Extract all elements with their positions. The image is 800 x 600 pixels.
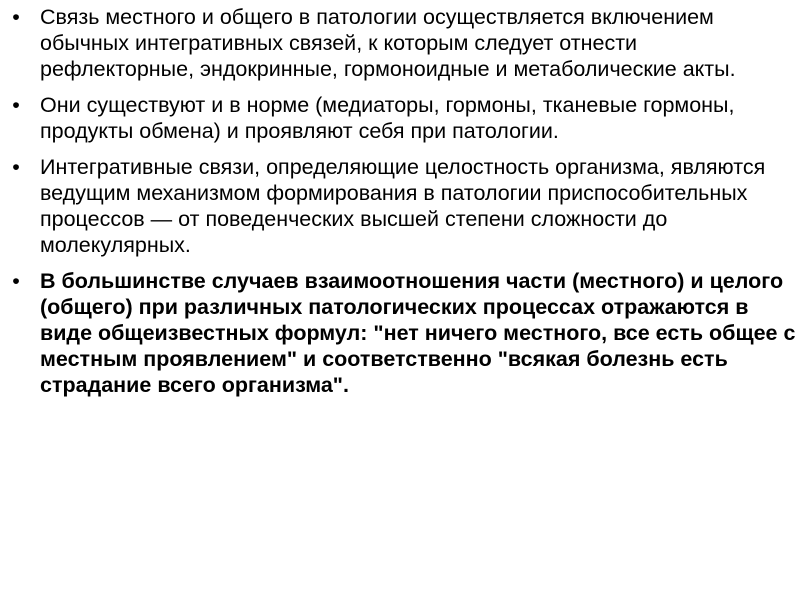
bullet-text: Они существуют и в норме (медиаторы, гормоны, тканевые гормоны, продукты обмена) и проявляют себя при патологии. bbox=[40, 93, 735, 143]
bullet-dot-icon: • bbox=[12, 155, 20, 179]
bullet-item-integrative-connections bbox=[6, 4, 796, 82]
bullet-dot-icon: • bbox=[12, 269, 20, 293]
bullet-text: Связь местного и общего в патологии осуществляется включением обычных интегративных связей, к которым следует отнести рефлекторные, эндокринные, гормоноидные и метаболические акты. bbox=[40, 5, 736, 81]
bullet-item-organism-integrity bbox=[6, 154, 796, 258]
bullet-text: Интегративные связи, определяющие целостность организма, являются ведущим механизмом формирования в патологии приспособительных процессов — от поведенческих высшей степени сложности до молекулярных. bbox=[40, 155, 766, 257]
bullet-item-norm-and-pathology bbox=[6, 92, 796, 144]
bullet-dot-icon: • bbox=[12, 93, 20, 117]
bullet-dot-icon: • bbox=[12, 5, 20, 29]
bullet-list bbox=[6, 4, 796, 408]
bullet-text: В большинстве случаев взаимоотношения части (местного) и целого (общего) при различных патологических процессах отражаются в виде общеизвестных формул: "нет ничего местного, все есть общее с местным проявлением" и соответственно "всякая болезнь есть страдание всего организма". bbox=[40, 269, 796, 397]
bullet-item-part-and-whole bbox=[6, 268, 796, 398]
